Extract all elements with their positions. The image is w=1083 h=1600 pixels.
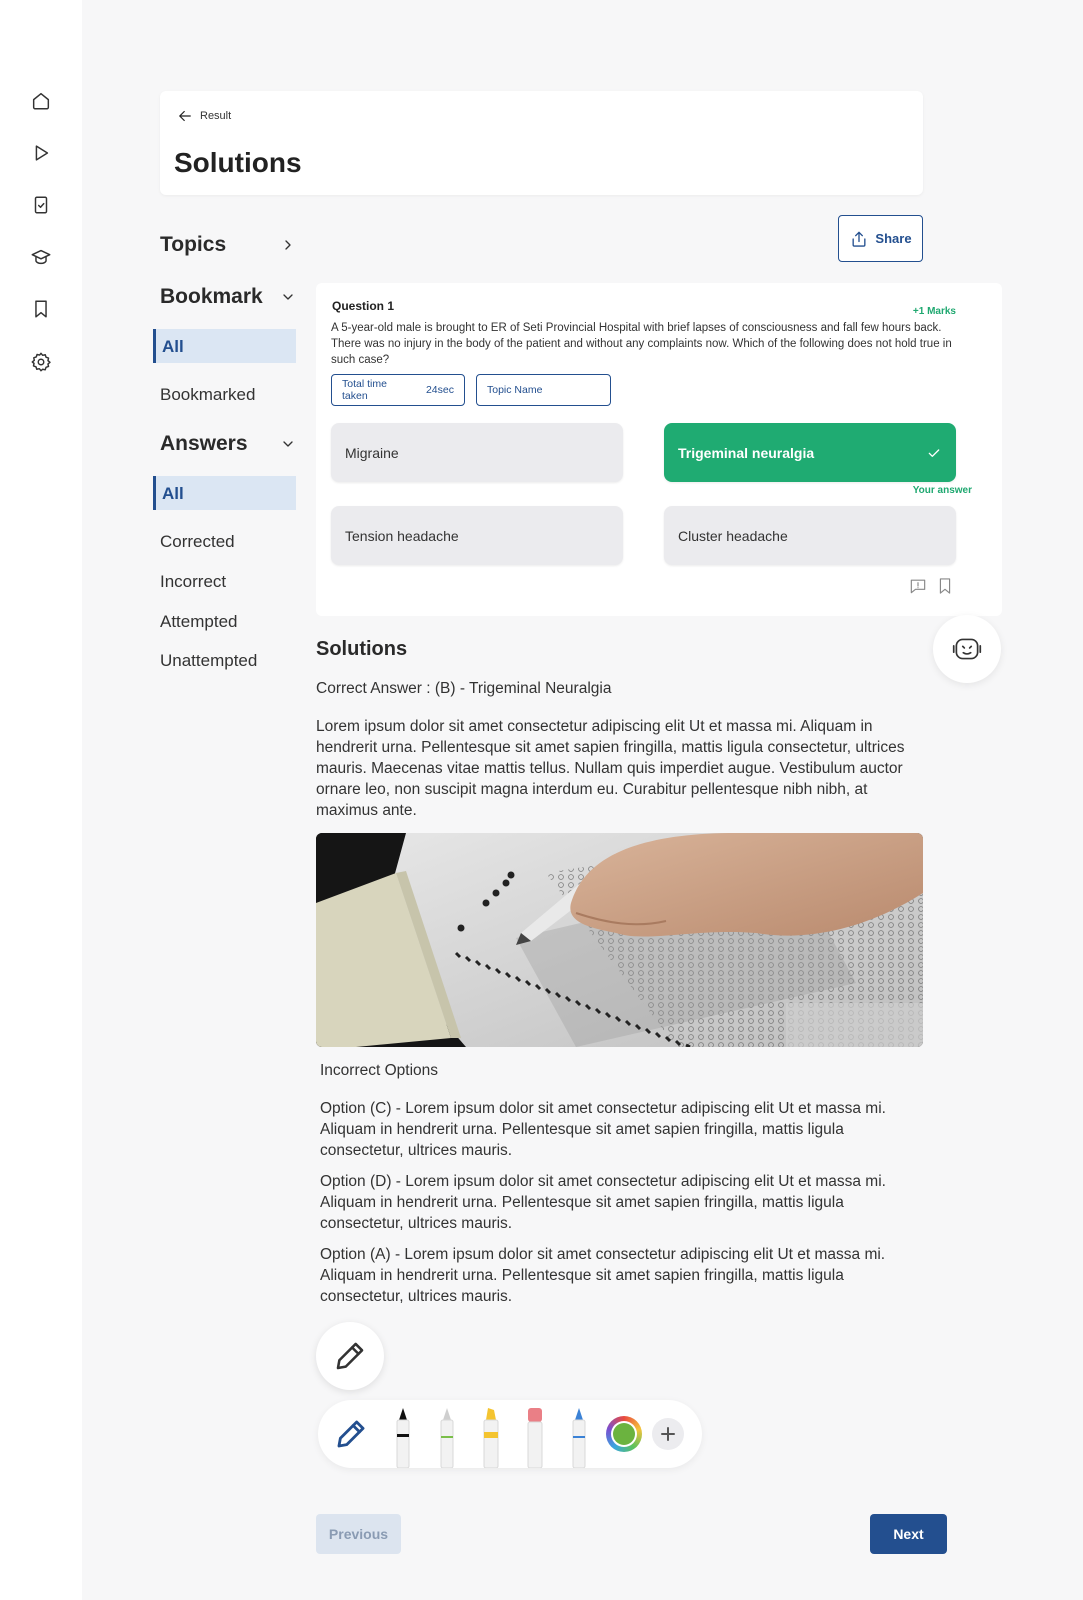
option-d-label: Cluster headache (678, 527, 788, 544)
topic-name-chip (476, 374, 611, 406)
time-taken-label: Total time taken (342, 378, 387, 402)
robot-icon (950, 632, 984, 666)
gear-icon[interactable] (28, 349, 54, 375)
next-button[interactable]: Next (870, 1514, 947, 1554)
bookmark-filter-toggle[interactable] (160, 285, 296, 309)
clipboard-check-icon[interactable] (28, 192, 54, 218)
color-picker-icon[interactable] (606, 1416, 642, 1452)
chevron-right-icon (280, 237, 296, 253)
ai-assistant-button[interactable] (933, 615, 1001, 683)
chevron-down-icon (280, 289, 296, 305)
incorrect-option-a: Option (A) - Lorem ipsum dolor sit amet consectetur adipiscing elit Ut et massa mi. Aliquam in hendrerit urna. Pellentesque sit amet sapien fringilla, mattis ligula consectetur, ultrices mauris. (320, 1246, 886, 1305)
option-d[interactable] (664, 506, 956, 565)
answers-label: Answers (160, 432, 248, 455)
back-label: Result (200, 110, 232, 122)
option-c-label: Tension headache (345, 527, 459, 544)
graduation-cap-icon[interactable] (28, 244, 54, 270)
time-taken-value: 24sec (425, 384, 454, 396)
color-picker-ring (611, 1421, 637, 1447)
pen-icon[interactable] (334, 1417, 368, 1451)
correct-answer-text: Correct Answer : (B) - Trigeminal Neuralgia (316, 680, 612, 697)
answers-filter-unattempted[interactable]: Unattempted (160, 651, 258, 670)
check-icon (926, 445, 942, 461)
yellow-highlighter-icon[interactable] (476, 1406, 506, 1468)
option-b-label: Trigeminal neuralgia (678, 444, 815, 461)
drawing-toolbar (318, 1400, 702, 1468)
add-tool-button[interactable] (652, 1418, 684, 1450)
bookmark-icon[interactable] (28, 296, 54, 322)
question-card (316, 283, 1002, 616)
answers-filter-all[interactable]: All (153, 476, 296, 510)
green-pencil-icon[interactable] (432, 1406, 462, 1468)
bookmark-filter-bookmarked[interactable]: Bookmarked (160, 385, 256, 404)
blue-pencil-icon[interactable] (564, 1406, 594, 1468)
black-marker-icon[interactable] (388, 1406, 418, 1468)
back-link[interactable] (176, 107, 231, 125)
incorrect-option-d: Option (D) - Lorem ipsum dolor sit amet consectetur adipiscing elit Ut et massa mi. Aliquam in hendrerit urna. Pellentesque sit amet sapien fringilla, mattis ligula consectetur, ultrices mauris. (320, 1173, 886, 1232)
nav-rail (0, 0, 82, 1600)
selected-color-swatch (613, 1423, 635, 1445)
topics-filter-toggle[interactable] (160, 233, 296, 257)
solutions-heading: Solutions (316, 638, 408, 660)
arrow-left-icon (176, 107, 194, 125)
incorrect-options-heading: Incorrect Options (320, 1062, 439, 1079)
share-button[interactable] (838, 215, 923, 262)
answers-filter-incorrect[interactable]: Incorrect (160, 572, 227, 591)
answers-filter-corrected[interactable]: Corrected (160, 532, 235, 551)
option-a[interactable] (331, 423, 623, 482)
share-icon (849, 229, 869, 249)
option-a-label: Migraine (345, 444, 399, 461)
topics-label: Topics (160, 233, 227, 256)
question-number: Question 1 (332, 299, 395, 313)
bookmark-icon[interactable] (935, 576, 955, 596)
option-b-correct[interactable] (664, 423, 956, 482)
question-text: A 5-year-old male is brought to ER of Seti Provincial Hospital with brief lapses of consciousness and fall few hours back. There was no injury in the body of the patient and without any complaints now. Which of the following does not hold true in such case? (331, 322, 952, 366)
topic-name-label: Topic Name (487, 384, 543, 396)
pink-eraser-icon[interactable] (520, 1406, 550, 1468)
answers-filter-toggle[interactable] (160, 432, 296, 456)
report-icon[interactable] (908, 576, 928, 596)
marks-badge: +1 Marks (912, 306, 956, 317)
header-card (160, 91, 923, 195)
incorrect-option-c: Option (C) - Lorem ipsum dolor sit amet consectetur adipiscing elit Ut et massa mi. Aliquam in hendrerit urna. Pellentesque sit amet sapien fringilla, mattis ligula consectetur, ultrices mauris. (320, 1100, 886, 1159)
bookmark-filter-all[interactable]: All (153, 329, 296, 363)
pen-icon (333, 1339, 367, 1373)
home-icon[interactable] (28, 88, 54, 114)
time-taken-chip (331, 374, 465, 406)
option-c[interactable] (331, 506, 623, 565)
annotate-button[interactable] (316, 1322, 384, 1390)
answers-filter-attempted[interactable]: Attempted (160, 612, 238, 631)
solution-image (316, 833, 923, 1047)
plus-icon (660, 1426, 676, 1442)
your-answer-label: Your answer (912, 485, 972, 496)
play-icon[interactable] (28, 140, 54, 166)
page-title: Solutions (174, 147, 302, 178)
bookmark-label: Bookmark (160, 285, 263, 308)
solution-explanation: Lorem ipsum dolor sit amet consectetur adipiscing elit Ut et massa mi. Aliquam in hendrerit urna. Pellentesque sit amet sapien fringilla, mattis ligula consectetur, ultrices mauris. Maecenas vitae mattis tellus. Nullam quis imperdiet augue. Vestibulum auctor ornare leo, non suscipit magna interdum eu. Curabitur pellentesque nibh nibh, at maximus ante. (316, 718, 905, 819)
chevron-down-icon (280, 436, 296, 452)
share-label: Share (875, 231, 912, 246)
previous-button[interactable]: Previous (316, 1514, 401, 1554)
